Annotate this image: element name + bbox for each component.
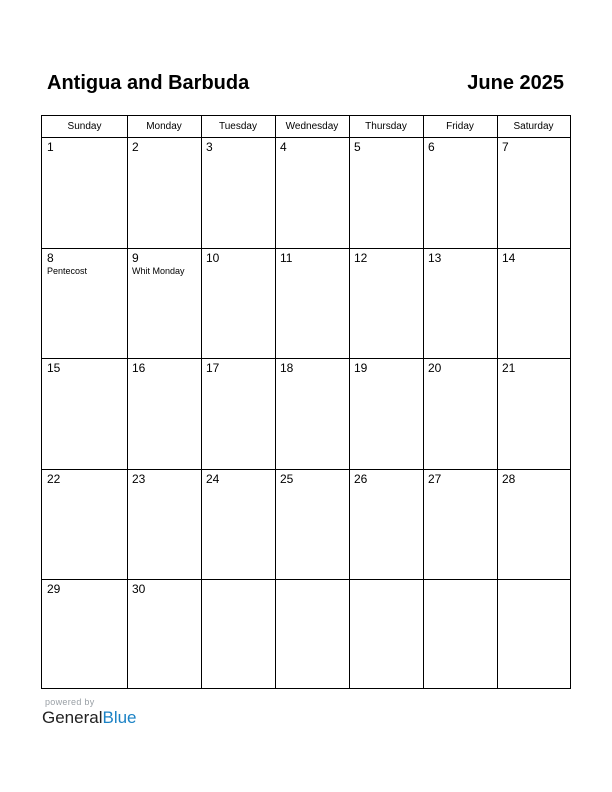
day-number: 12 xyxy=(354,251,368,265)
generalblue-logo[interactable] xyxy=(42,708,137,728)
day-number: 29 xyxy=(47,582,61,596)
day-cell[interactable] xyxy=(127,248,201,358)
day-number: 1 xyxy=(47,140,54,154)
day-cell[interactable] xyxy=(423,579,497,688)
day-cell[interactable] xyxy=(275,358,349,469)
day-cell[interactable] xyxy=(42,248,127,358)
day-cell[interactable] xyxy=(201,469,275,579)
powered-by-label: powered by xyxy=(45,697,95,707)
weekday-header-4: Thursday xyxy=(365,121,407,132)
weekday-header-0: Sunday xyxy=(67,121,102,132)
day-number: 7 xyxy=(502,140,509,154)
day-cell[interactable] xyxy=(42,358,127,469)
day-cell[interactable] xyxy=(349,248,423,358)
day-cell[interactable] xyxy=(127,137,201,248)
holiday-label: Pentecost xyxy=(47,266,88,276)
day-cell[interactable] xyxy=(275,579,349,688)
day-number: 13 xyxy=(428,251,442,265)
day-cell[interactable] xyxy=(201,248,275,358)
day-cell[interactable] xyxy=(349,469,423,579)
weekday-header-3: Wednesday xyxy=(285,121,339,132)
day-cell[interactable] xyxy=(275,248,349,358)
day-number: 23 xyxy=(132,472,146,486)
month-title: June 2025 xyxy=(467,72,564,94)
day-number: 27 xyxy=(428,472,442,486)
day-number: 2 xyxy=(132,140,139,154)
day-cell[interactable] xyxy=(127,469,201,579)
day-cell[interactable] xyxy=(497,358,570,469)
day-cell[interactable] xyxy=(423,469,497,579)
day-cell[interactable] xyxy=(349,137,423,248)
day-number: 17 xyxy=(206,361,220,375)
day-cell[interactable] xyxy=(497,579,570,688)
day-cell[interactable] xyxy=(42,137,127,248)
weekday-header-row xyxy=(42,116,570,138)
day-number: 19 xyxy=(354,361,368,375)
day-cell[interactable] xyxy=(423,358,497,469)
day-number: 6 xyxy=(428,140,435,154)
day-number: 18 xyxy=(280,361,294,375)
day-cell[interactable] xyxy=(42,469,127,579)
country-title: Antigua and Barbuda xyxy=(47,72,250,94)
day-cell[interactable] xyxy=(497,137,570,248)
holiday-label: Whit Monday xyxy=(132,266,185,276)
day-number: 24 xyxy=(206,472,220,486)
day-cell[interactable] xyxy=(201,137,275,248)
day-number: 5 xyxy=(354,140,361,154)
day-number: 9 xyxy=(132,251,139,265)
day-number: 3 xyxy=(206,140,213,154)
day-number: 30 xyxy=(132,582,146,596)
day-cell[interactable] xyxy=(275,137,349,248)
day-number: 25 xyxy=(280,472,294,486)
day-number: 16 xyxy=(132,361,146,375)
day-cell[interactable] xyxy=(497,248,570,358)
day-number: 10 xyxy=(206,251,220,265)
day-cell[interactable] xyxy=(201,579,275,688)
weekday-header-2: Tuesday xyxy=(219,121,257,132)
day-number: 14 xyxy=(502,251,516,265)
day-cell[interactable] xyxy=(275,469,349,579)
day-number: 11 xyxy=(280,251,293,265)
calendar-grid xyxy=(41,115,571,689)
day-cell[interactable] xyxy=(349,579,423,688)
day-number: 22 xyxy=(47,472,61,486)
day-cell[interactable] xyxy=(42,579,127,688)
day-cell[interactable] xyxy=(349,358,423,469)
day-number: 28 xyxy=(502,472,516,486)
day-number: 20 xyxy=(428,361,442,375)
day-cell[interactable] xyxy=(423,137,497,248)
weekday-header-1: Monday xyxy=(146,121,182,132)
day-cell[interactable] xyxy=(423,248,497,358)
brand-general-text: General xyxy=(42,708,103,727)
day-number: 8 xyxy=(47,251,54,265)
day-cell[interactable] xyxy=(201,358,275,469)
day-number: 26 xyxy=(354,472,368,486)
weekday-header-6: Saturday xyxy=(513,121,554,132)
weekday-header-5: Friday xyxy=(446,121,474,132)
day-cell[interactable] xyxy=(127,579,201,688)
day-number: 21 xyxy=(502,361,516,375)
day-number: 15 xyxy=(47,361,61,375)
day-cell[interactable] xyxy=(497,469,570,579)
day-cell[interactable] xyxy=(127,358,201,469)
day-number: 4 xyxy=(280,140,287,154)
brand-blue-text: Blue xyxy=(102,708,137,727)
